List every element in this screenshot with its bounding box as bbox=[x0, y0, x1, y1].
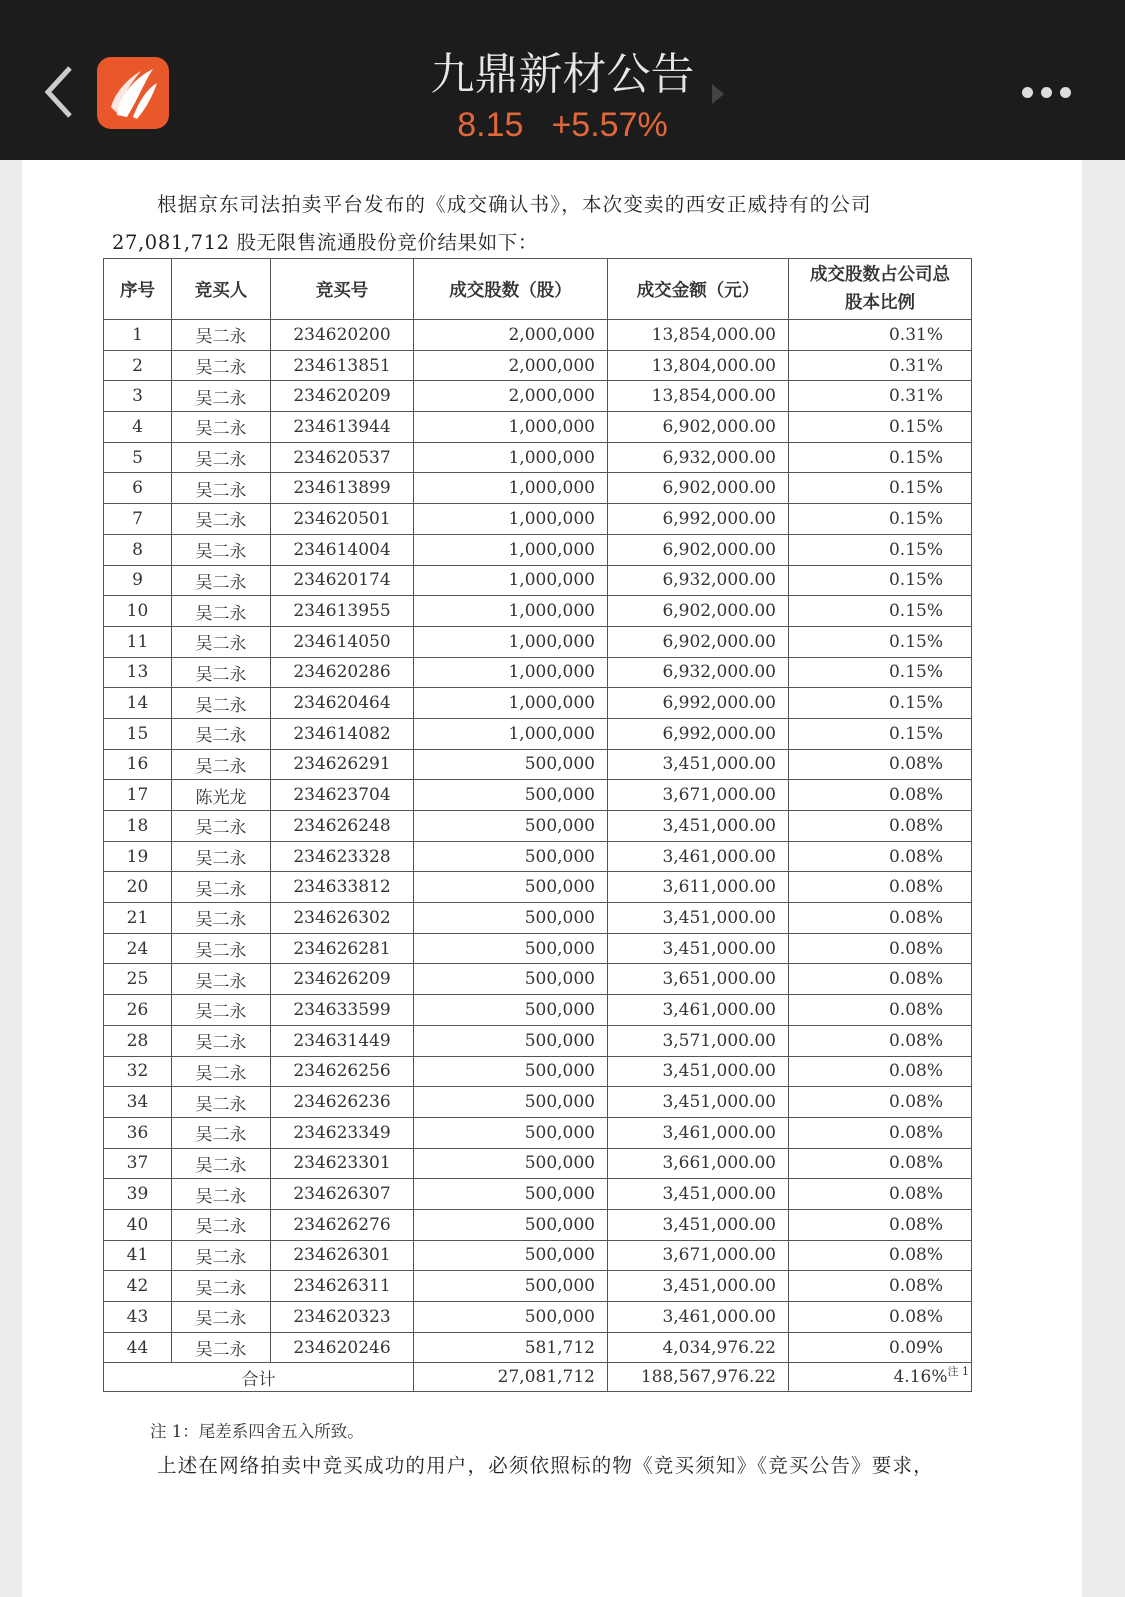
stock-change: +5.57% bbox=[551, 106, 668, 144]
cell-index: 14 bbox=[104, 688, 172, 719]
header-shares: 成交股数（股） bbox=[414, 259, 608, 320]
cell-bid-no: 234626291 bbox=[271, 749, 414, 780]
cell-shares: 500,000 bbox=[414, 995, 608, 1026]
cell-ratio: 0.08% bbox=[789, 1271, 972, 1302]
cell-ratio: 0.08% bbox=[789, 1087, 972, 1118]
cell-buyer: 吴二永 bbox=[172, 534, 271, 565]
cell-amount: 6,992,000.00 bbox=[608, 504, 789, 535]
cell-bid-no: 234613851 bbox=[271, 350, 414, 381]
cell-index: 11 bbox=[104, 626, 172, 657]
cell-shares: 500,000 bbox=[414, 1240, 608, 1271]
header-index: 序号 bbox=[104, 259, 172, 320]
cell-index: 15 bbox=[104, 718, 172, 749]
cell-buyer: 吴二永 bbox=[172, 1271, 271, 1302]
cell-buyer: 吴二永 bbox=[172, 1302, 271, 1333]
cell-amount: 3,451,000.00 bbox=[608, 1087, 789, 1118]
cell-index: 42 bbox=[104, 1271, 172, 1302]
cell-buyer: 陈光龙 bbox=[172, 780, 271, 811]
cell-bid-no: 234626281 bbox=[271, 933, 414, 964]
table-row bbox=[104, 1240, 972, 1271]
cell-shares: 1,000,000 bbox=[414, 596, 608, 627]
cell-shares: 2,000,000 bbox=[414, 350, 608, 381]
cell-ratio: 0.15% bbox=[789, 565, 972, 596]
cell-bid-no: 234614004 bbox=[271, 534, 414, 565]
table-row bbox=[104, 1209, 972, 1240]
cell-ratio: 0.15% bbox=[789, 504, 972, 535]
cell-index: 28 bbox=[104, 1025, 172, 1056]
cell-ratio: 0.08% bbox=[789, 1302, 972, 1333]
cell-index: 8 bbox=[104, 534, 172, 565]
cell-buyer: 吴二永 bbox=[172, 442, 271, 473]
cell-index: 18 bbox=[104, 811, 172, 842]
table-row bbox=[104, 841, 972, 872]
cell-bid-no: 234620246 bbox=[271, 1332, 414, 1363]
cell-bid-no: 234626248 bbox=[271, 811, 414, 842]
table-header-row bbox=[104, 259, 972, 320]
cell-buyer: 吴二永 bbox=[172, 811, 271, 842]
cell-index: 17 bbox=[104, 780, 172, 811]
cell-bid-no: 234626209 bbox=[271, 964, 414, 995]
cell-buyer: 吴二永 bbox=[172, 964, 271, 995]
header-amount: 成交金额（元） bbox=[608, 259, 789, 320]
cell-index: 41 bbox=[104, 1240, 172, 1271]
cell-bid-no: 234626311 bbox=[271, 1271, 414, 1302]
table-row bbox=[104, 320, 972, 351]
cell-ratio: 0.31% bbox=[789, 381, 972, 412]
cell-index: 24 bbox=[104, 933, 172, 964]
cell-ratio: 0.15% bbox=[789, 534, 972, 565]
cell-amount: 6,932,000.00 bbox=[608, 657, 789, 688]
dot-icon bbox=[1022, 87, 1033, 98]
total-shares: 27,081,712 bbox=[414, 1363, 608, 1392]
cell-amount: 6,902,000.00 bbox=[608, 412, 789, 443]
top-bar bbox=[0, 0, 1125, 160]
cell-ratio: 0.15% bbox=[789, 442, 972, 473]
table-row bbox=[104, 350, 972, 381]
cell-index: 20 bbox=[104, 872, 172, 903]
table-row bbox=[104, 1117, 972, 1148]
table-row bbox=[104, 780, 972, 811]
cell-ratio: 0.08% bbox=[789, 1025, 972, 1056]
cell-shares: 500,000 bbox=[414, 811, 608, 842]
cell-amount: 13,854,000.00 bbox=[608, 381, 789, 412]
cell-buyer: 吴二永 bbox=[172, 1332, 271, 1363]
cell-ratio: 0.31% bbox=[789, 320, 972, 351]
cell-ratio: 0.15% bbox=[789, 412, 972, 443]
total-amount: 188,567,976.22 bbox=[608, 1363, 789, 1392]
cell-amount: 3,451,000.00 bbox=[608, 1271, 789, 1302]
cell-shares: 1,000,000 bbox=[414, 565, 608, 596]
cell-shares: 1,000,000 bbox=[414, 473, 608, 504]
cell-bid-no: 234626276 bbox=[271, 1209, 414, 1240]
cell-buyer: 吴二永 bbox=[172, 872, 271, 903]
cell-index: 6 bbox=[104, 473, 172, 504]
header-bid-no: 竞买号 bbox=[271, 259, 414, 320]
cell-amount: 6,992,000.00 bbox=[608, 718, 789, 749]
cell-buyer: 吴二永 bbox=[172, 350, 271, 381]
cell-buyer: 吴二永 bbox=[172, 841, 271, 872]
cell-index: 1 bbox=[104, 320, 172, 351]
cell-amount: 4,034,976.22 bbox=[608, 1332, 789, 1363]
cell-bid-no: 234620323 bbox=[271, 1302, 414, 1333]
cell-shares: 500,000 bbox=[414, 903, 608, 934]
cell-shares: 500,000 bbox=[414, 1302, 608, 1333]
cell-buyer: 吴二永 bbox=[172, 749, 271, 780]
table-row bbox=[104, 995, 972, 1026]
cell-amount: 3,651,000.00 bbox=[608, 964, 789, 995]
total-ratio-cell bbox=[789, 1363, 972, 1392]
cell-ratio: 0.08% bbox=[789, 995, 972, 1026]
cell-buyer: 吴二永 bbox=[172, 718, 271, 749]
cell-bid-no: 234623301 bbox=[271, 1148, 414, 1179]
cell-buyer: 吴二永 bbox=[172, 995, 271, 1026]
cell-bid-no: 234623349 bbox=[271, 1117, 414, 1148]
cell-amount: 3,661,000.00 bbox=[608, 1148, 789, 1179]
intro-line-1: 根据京东司法拍卖平台发布的《成交确认书》，本次变卖的西安正威持有的公司 bbox=[157, 193, 872, 216]
cell-buyer: 吴二永 bbox=[172, 565, 271, 596]
cell-ratio: 0.08% bbox=[789, 1148, 972, 1179]
cell-buyer: 吴二永 bbox=[172, 596, 271, 627]
table-row bbox=[104, 749, 972, 780]
cell-buyer: 吴二永 bbox=[172, 626, 271, 657]
cell-shares: 500,000 bbox=[414, 1056, 608, 1087]
cell-buyer: 吴二永 bbox=[172, 933, 271, 964]
cell-bid-no: 234620286 bbox=[271, 657, 414, 688]
stock-quote bbox=[0, 106, 1125, 145]
cell-bid-no: 234633599 bbox=[271, 995, 414, 1026]
cell-bid-no: 234620501 bbox=[271, 504, 414, 535]
cell-amount: 6,932,000.00 bbox=[608, 442, 789, 473]
cell-bid-no: 234620537 bbox=[271, 442, 414, 473]
cell-buyer: 吴二永 bbox=[172, 657, 271, 688]
cell-buyer: 吴二永 bbox=[172, 1056, 271, 1087]
cell-amount: 3,671,000.00 bbox=[608, 1240, 789, 1271]
cell-index: 36 bbox=[104, 1117, 172, 1148]
cell-index: 26 bbox=[104, 995, 172, 1026]
cell-bid-no: 234626302 bbox=[271, 903, 414, 934]
dot-icon bbox=[1041, 87, 1052, 98]
cell-buyer: 吴二永 bbox=[172, 381, 271, 412]
cell-index: 44 bbox=[104, 1332, 172, 1363]
table-row bbox=[104, 1056, 972, 1087]
intro-line-2: 27,081,712 股无限售流通股份竞价结果如下： bbox=[112, 231, 538, 254]
table-row bbox=[104, 657, 972, 688]
page-title: 九鼎新材公告 bbox=[430, 49, 695, 100]
cell-bid-no: 234626307 bbox=[271, 1179, 414, 1210]
cell-bid-no: 234620200 bbox=[271, 320, 414, 351]
cell-bid-no: 234633812 bbox=[271, 872, 414, 903]
cell-amount: 3,461,000.00 bbox=[608, 841, 789, 872]
footnote-mark: 注 1 bbox=[947, 1365, 969, 1379]
cell-buyer: 吴二永 bbox=[172, 1087, 271, 1118]
cell-buyer: 吴二永 bbox=[172, 688, 271, 719]
footnote: 注 1：尾差系四舍五入所致。 bbox=[150, 1422, 364, 1441]
table-row bbox=[104, 718, 972, 749]
cell-buyer: 吴二永 bbox=[172, 1179, 271, 1210]
cell-ratio: 0.15% bbox=[789, 626, 972, 657]
table-row bbox=[104, 872, 972, 903]
cell-buyer: 吴二永 bbox=[172, 903, 271, 934]
cell-amount: 6,992,000.00 bbox=[608, 688, 789, 719]
cell-shares: 500,000 bbox=[414, 749, 608, 780]
cell-buyer: 吴二永 bbox=[172, 412, 271, 443]
table-row bbox=[104, 565, 972, 596]
cell-amount: 3,571,000.00 bbox=[608, 1025, 789, 1056]
cell-ratio: 0.08% bbox=[789, 780, 972, 811]
cell-amount: 3,451,000.00 bbox=[608, 903, 789, 934]
cell-index: 5 bbox=[104, 442, 172, 473]
table-row bbox=[104, 626, 972, 657]
cell-index: 32 bbox=[104, 1056, 172, 1087]
cell-shares: 500,000 bbox=[414, 841, 608, 872]
cell-index: 40 bbox=[104, 1209, 172, 1240]
cell-bid-no: 234614050 bbox=[271, 626, 414, 657]
cell-buyer: 吴二永 bbox=[172, 1148, 271, 1179]
cell-buyer: 吴二永 bbox=[172, 1117, 271, 1148]
cell-index: 2 bbox=[104, 350, 172, 381]
auction-results-table bbox=[103, 258, 972, 1392]
table-row bbox=[104, 473, 972, 504]
cell-index: 3 bbox=[104, 381, 172, 412]
table-row bbox=[104, 811, 972, 842]
cell-amount: 3,451,000.00 bbox=[608, 749, 789, 780]
table-row bbox=[104, 1302, 972, 1333]
cell-amount: 6,932,000.00 bbox=[608, 565, 789, 596]
cell-buyer: 吴二永 bbox=[172, 320, 271, 351]
cell-ratio: 0.31% bbox=[789, 350, 972, 381]
cell-bid-no: 234613955 bbox=[271, 596, 414, 627]
table-row bbox=[104, 381, 972, 412]
cell-buyer: 吴二永 bbox=[172, 473, 271, 504]
table-row bbox=[104, 1025, 972, 1056]
cell-shares: 500,000 bbox=[414, 780, 608, 811]
cell-bid-no: 234626236 bbox=[271, 1087, 414, 1118]
table-row bbox=[104, 1271, 972, 1302]
closing-paragraph: 上述在网络拍卖中竞买成功的用户，必须依照标的物《竞买须知》《竞买公告》要求， bbox=[157, 1454, 934, 1477]
more-options-button[interactable] bbox=[1022, 80, 1078, 104]
cell-index: 25 bbox=[104, 964, 172, 995]
cell-buyer: 吴二永 bbox=[172, 1240, 271, 1271]
cell-amount: 6,902,000.00 bbox=[608, 596, 789, 627]
cell-ratio: 0.08% bbox=[789, 811, 972, 842]
cell-index: 39 bbox=[104, 1179, 172, 1210]
cell-bid-no: 234626301 bbox=[271, 1240, 414, 1271]
cell-shares: 500,000 bbox=[414, 1025, 608, 1056]
cell-index: 4 bbox=[104, 412, 172, 443]
cell-bid-no: 234623328 bbox=[271, 841, 414, 872]
cell-buyer: 吴二永 bbox=[172, 1025, 271, 1056]
dot-icon bbox=[1060, 87, 1071, 98]
cell-index: 9 bbox=[104, 565, 172, 596]
cell-ratio: 0.15% bbox=[789, 657, 972, 688]
cell-shares: 500,000 bbox=[414, 1117, 608, 1148]
cell-index: 10 bbox=[104, 596, 172, 627]
cell-amount: 13,854,000.00 bbox=[608, 320, 789, 351]
cell-amount: 3,451,000.00 bbox=[608, 811, 789, 842]
table-row bbox=[104, 534, 972, 565]
cell-bid-no: 234631449 bbox=[271, 1025, 414, 1056]
table-row bbox=[104, 1148, 972, 1179]
cell-shares: 2,000,000 bbox=[414, 320, 608, 351]
cell-shares: 1,000,000 bbox=[414, 442, 608, 473]
cell-index: 43 bbox=[104, 1302, 172, 1333]
table-row bbox=[104, 1179, 972, 1210]
table-row bbox=[104, 1087, 972, 1118]
cell-amount: 3,451,000.00 bbox=[608, 933, 789, 964]
cell-shares: 1,000,000 bbox=[414, 412, 608, 443]
cell-shares: 500,000 bbox=[414, 1209, 608, 1240]
cell-ratio: 0.15% bbox=[789, 688, 972, 719]
total-ratio: 4.16% bbox=[893, 1367, 948, 1388]
table-row bbox=[104, 504, 972, 535]
caret-right-icon[interactable] bbox=[712, 84, 724, 104]
cell-shares: 1,000,000 bbox=[414, 626, 608, 657]
cell-shares: 1,000,000 bbox=[414, 504, 608, 535]
table-row bbox=[104, 1332, 972, 1363]
cell-amount: 3,451,000.00 bbox=[608, 1056, 789, 1087]
cell-ratio: 0.15% bbox=[789, 473, 972, 504]
cell-index: 21 bbox=[104, 903, 172, 934]
total-row bbox=[104, 1363, 972, 1392]
cell-index: 13 bbox=[104, 657, 172, 688]
cell-amount: 6,902,000.00 bbox=[608, 534, 789, 565]
cell-index: 34 bbox=[104, 1087, 172, 1118]
cell-ratio: 0.08% bbox=[789, 1056, 972, 1087]
cell-shares: 1,000,000 bbox=[414, 688, 608, 719]
cell-index: 37 bbox=[104, 1148, 172, 1179]
cell-bid-no: 234620209 bbox=[271, 381, 414, 412]
cell-shares: 581,712 bbox=[414, 1332, 608, 1363]
header-buyer: 竞买人 bbox=[172, 259, 271, 320]
cell-bid-no: 234623704 bbox=[271, 780, 414, 811]
cell-shares: 500,000 bbox=[414, 933, 608, 964]
cell-bid-no: 234620464 bbox=[271, 688, 414, 719]
header-ratio: 成交股数占公司总股本比例 bbox=[789, 259, 972, 320]
cell-shares: 500,000 bbox=[414, 1271, 608, 1302]
cell-buyer: 吴二永 bbox=[172, 504, 271, 535]
cell-ratio: 0.08% bbox=[789, 841, 972, 872]
table-row bbox=[104, 596, 972, 627]
cell-ratio: 0.08% bbox=[789, 1240, 972, 1271]
total-label: 合计 bbox=[104, 1363, 414, 1392]
cell-index: 7 bbox=[104, 504, 172, 535]
cell-shares: 500,000 bbox=[414, 1087, 608, 1118]
table-row bbox=[104, 903, 972, 934]
cell-shares: 500,000 bbox=[414, 872, 608, 903]
cell-ratio: 0.08% bbox=[789, 903, 972, 934]
table-row bbox=[104, 964, 972, 995]
cell-bid-no: 234620174 bbox=[271, 565, 414, 596]
cell-index: 16 bbox=[104, 749, 172, 780]
cell-shares: 1,000,000 bbox=[414, 657, 608, 688]
cell-bid-no: 234626256 bbox=[271, 1056, 414, 1087]
cell-amount: 3,451,000.00 bbox=[608, 1179, 789, 1210]
cell-ratio: 0.08% bbox=[789, 964, 972, 995]
cell-ratio: 0.08% bbox=[789, 1117, 972, 1148]
cell-ratio: 0.08% bbox=[789, 933, 972, 964]
cell-amount: 3,611,000.00 bbox=[608, 872, 789, 903]
cell-bid-no: 234613944 bbox=[271, 412, 414, 443]
table-row bbox=[104, 933, 972, 964]
cell-shares: 2,000,000 bbox=[414, 381, 608, 412]
table-row bbox=[104, 442, 972, 473]
cell-shares: 1,000,000 bbox=[414, 534, 608, 565]
cell-index: 19 bbox=[104, 841, 172, 872]
cell-ratio: 0.08% bbox=[789, 1179, 972, 1210]
cell-ratio: 0.15% bbox=[789, 718, 972, 749]
cell-bid-no: 234613899 bbox=[271, 473, 414, 504]
cell-amount: 6,902,000.00 bbox=[608, 626, 789, 657]
cell-buyer: 吴二永 bbox=[172, 1209, 271, 1240]
cell-shares: 500,000 bbox=[414, 964, 608, 995]
table-row bbox=[104, 688, 972, 719]
cell-shares: 500,000 bbox=[414, 1179, 608, 1210]
cell-shares: 500,000 bbox=[414, 1148, 608, 1179]
cell-ratio: 0.08% bbox=[789, 749, 972, 780]
cell-amount: 3,671,000.00 bbox=[608, 780, 789, 811]
cell-amount: 3,451,000.00 bbox=[608, 1209, 789, 1240]
cell-ratio: 0.08% bbox=[789, 872, 972, 903]
cell-shares: 1,000,000 bbox=[414, 718, 608, 749]
cell-ratio: 0.08% bbox=[789, 1209, 972, 1240]
stock-price: 8.15 bbox=[457, 106, 524, 144]
cell-bid-no: 234614082 bbox=[271, 718, 414, 749]
table-row bbox=[104, 412, 972, 443]
cell-amount: 6,902,000.00 bbox=[608, 473, 789, 504]
cell-amount: 3,461,000.00 bbox=[608, 995, 789, 1026]
cell-amount: 13,804,000.00 bbox=[608, 350, 789, 381]
cell-ratio: 0.09% bbox=[789, 1332, 972, 1363]
cell-amount: 3,461,000.00 bbox=[608, 1117, 789, 1148]
cell-ratio: 0.15% bbox=[789, 596, 972, 627]
cell-amount: 3,461,000.00 bbox=[608, 1302, 789, 1333]
